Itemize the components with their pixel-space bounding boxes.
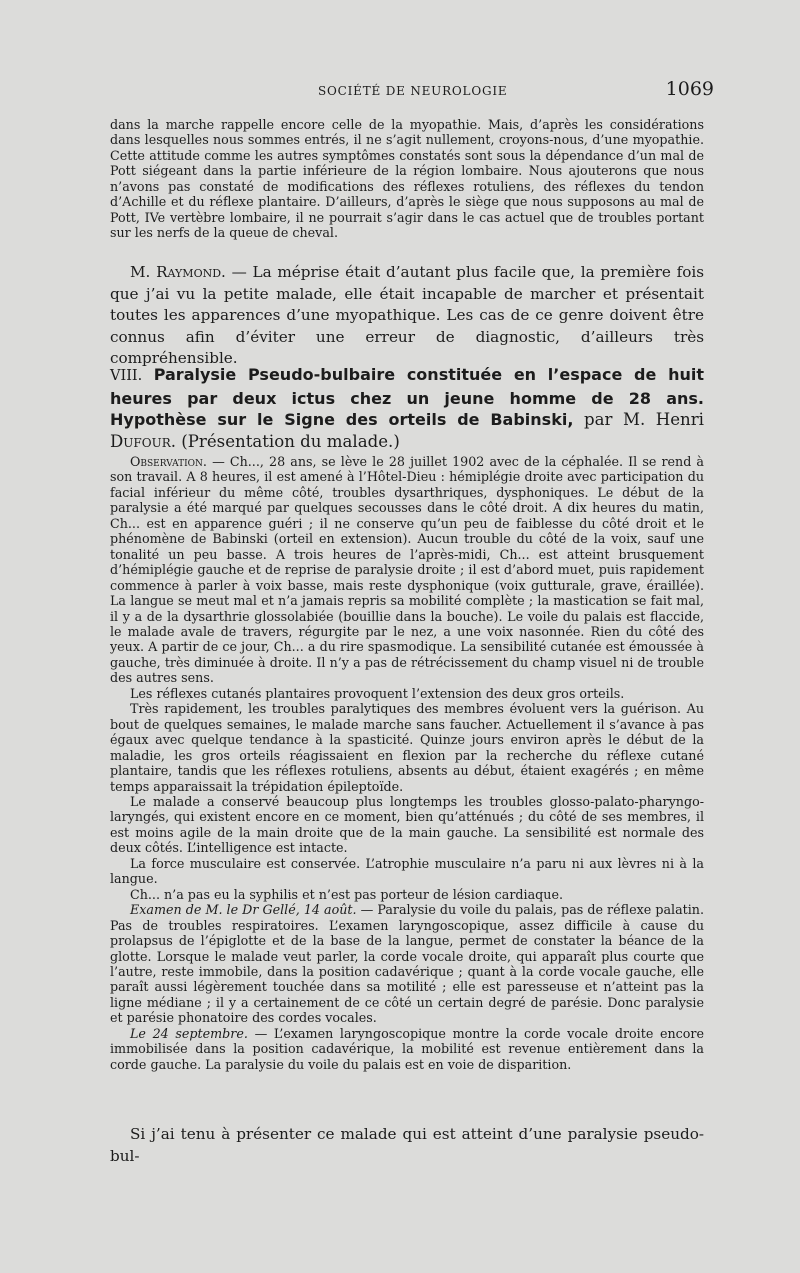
section-by: par M. Henri (573, 410, 704, 430)
paragraph: Les réflexes cutanés plantaires provoquent l’extension des deux gros orteils. (130, 685, 625, 701)
page-number: 1069 (665, 78, 714, 100)
continuation-paragraph (110, 117, 704, 241)
section-author: Dufour (110, 432, 171, 452)
section-number: VIII. (110, 368, 143, 384)
paragraph: Si j’ai tenu à présenter ce malade qui est atteint d’une paralysie pseudo-bul- (110, 1125, 704, 1165)
paragraph: Très rapidement, les troubles paralytiques des membres évoluent vers la guérison. Au bout de quelques semaines, le malade marche sans faucher. Actuellement il s’avance à pas égaux avec quelque tendance à la spasticité. Quinze jours environ après le début de la maladie, les gros orteils réagissaient en flexion par la recherche du réflexe cutané plantaire, tandis que les réflexes rotuliens, absents au début, étaient exagérés ; en même temps apparaissait la trépidation épileptoïde. (110, 701, 704, 794)
page-header (110, 78, 714, 102)
remark-text: — La méprise était d’autant plus facile que, la première fois que j’ai vu la petite malade, elle était incapable de marcher et présentait toutes les apparences d’une myopathique. Les cas de ce genre doivent être connus afin d’éviter une erreur de diagnostic, d’ailleurs très compréhensible. (110, 263, 704, 368)
section-title (110, 364, 704, 453)
paragraph (110, 262, 704, 370)
exam-paragraph (110, 902, 704, 1026)
observation-paragraph (110, 454, 704, 686)
paragraph: Le malade a conservé beaucoup plus longtemps les troubles glosso-palato-pharyngo-laryngés, qui existent encore en ce moment, bien qu’atténués ; du côté de ses membres, il est moins agile de la main droite que de la main gauche. La sensibilité est normale des deux côtés. L’intelligence est intacte. (110, 793, 704, 856)
section-note: . (Présentation du malade.) (170, 432, 400, 452)
paragraph: dans la marche rappelle encore celle de la myopathie. Mais, d’après les considérations dans lesquelles nous sommes entrés, il ne s’agit nullement, croyons-nous, d’une myopathie. Cette attitude comme les autres symptômes constatés sont sous la dépendance d’un mal de Pott siégeant dans la partie inférieure de la région lombaire. Nous ajouterons que nous n’avons pas constaté de modifications des réflexes rotuliens, des réflexes du tendon d’Achille et du réflexe plantaire. D’ailleurs, d’après le siège que nous supposons au mal de Pott, IVe vertèbre lombaire, il ne pourrait s’agir dans le cas actuel que de troubles portant sur les nerfs de la queue de cheval. (110, 117, 704, 241)
section-title-bold: Paralysie Pseudo-bulbaire constituée en l’espace de huit heures par deux ictus chez un jeune homme de 28 ans. Hypothèse sur le Signe des orteils de Babinski, (110, 365, 704, 430)
paragraph: La force musculaire est conservée. L’atrophie musculaire n’a paru ni aux lèvres ni à la langue. (110, 855, 704, 887)
observation-text: — Ch..., 28 ans, se lève le 28 juillet 1902 avec de la céphalée. Il se rend à son travail. A 8 heures, il est amené à l’Hôtel-Dieu : hémiplégie droite avec participation du facial inférieur du même côté, troubles dysarthriques, dysphoniques. Le début de la paralysie a été marqué par quelques secousses dans le côté droit. A dix heures du matin, Ch... est en apparence guéri ; il ne conserve qu’un peu de faiblesse du côté droit et le phénomène de Babinski (orteil en extension). Aucun trouble du côté de la voix, sauf une tonalité un peu basse. A trois heures de l’après-midi, Ch... est atteint brusquement d’hémiplégie gauche et de reprise de paralysie droite ; il est d’abord muet, puis rapidement commence à parler à voix basse, mais reste dysphonique (voix gutturale, grave, éraillée). La langue se meut mal et n’a jamais repris sa mobilité complète ; la mastication se fait mal, il y a de la dysarthrie glossolabiée (bouillie dans la bouche). Le voile du palais est flaccide, le malade avale de travers, régurgite par le nez, a une voix nasonnée. Rien du côté des yeux. A partir de ce jour, Ch... a du rire spasmodique. La sensibilité cutanée est émoussée à gauche, très diminuée à droite. Il n’y a pas de rétrécissement du champ visuel ni de trouble des autres sens. (110, 454, 704, 686)
observation-label: Observation. (130, 454, 207, 469)
paragraph: Ch... n’a pas eu la syphilis et n’est pas porteur de lésion cardiaque. (130, 886, 563, 902)
running-head: SOCIÉTÉ DE NEUROLOGIE (318, 84, 508, 98)
exam-paragraph (110, 1026, 704, 1072)
closing-paragraph (110, 1124, 704, 1167)
exam-text: — Paralysie du voile du palais, pas de réflexe palatin. Pas de troubles respiratoires. L’examen laryngoscopique, assez difficile à cause du prolapsus de l’épiglotte et de la base de la langue, permet de constater la béance de la glotte. Lorsque le malade veut parler, la corde vocale droite, qui apparaît plus courte que l’autre, reste immobile, dans la position cadavérique ; quant à la corde vocale gauche, elle paraît aussi légèrement touchée dans sa motilité ; elle est paresseuse et n’atteint pas la ligne médiane ; il y a certainement de ce côté un certain degré de parésie. Donc paralysie et parésie phonatoire des cordes vocales. (110, 902, 704, 1026)
exam-label: Le 24 septembre. (130, 1025, 248, 1041)
exam-label: Examen de M. le Dr Gellé, 14 août. (130, 902, 357, 918)
speaker-name: M. Raymond. (130, 263, 226, 281)
exam-text: — L’examen laryngoscopique montre la corde vocale droite encore immobilisée dans la position cadavérique, la mobilité est revenue entièrement dans la corde gauche. La paralysie du voile du palais est en voie de disparition. (110, 1025, 704, 1072)
section-heading (110, 364, 704, 453)
case-report (110, 454, 704, 1072)
raymond-remark (110, 262, 704, 370)
